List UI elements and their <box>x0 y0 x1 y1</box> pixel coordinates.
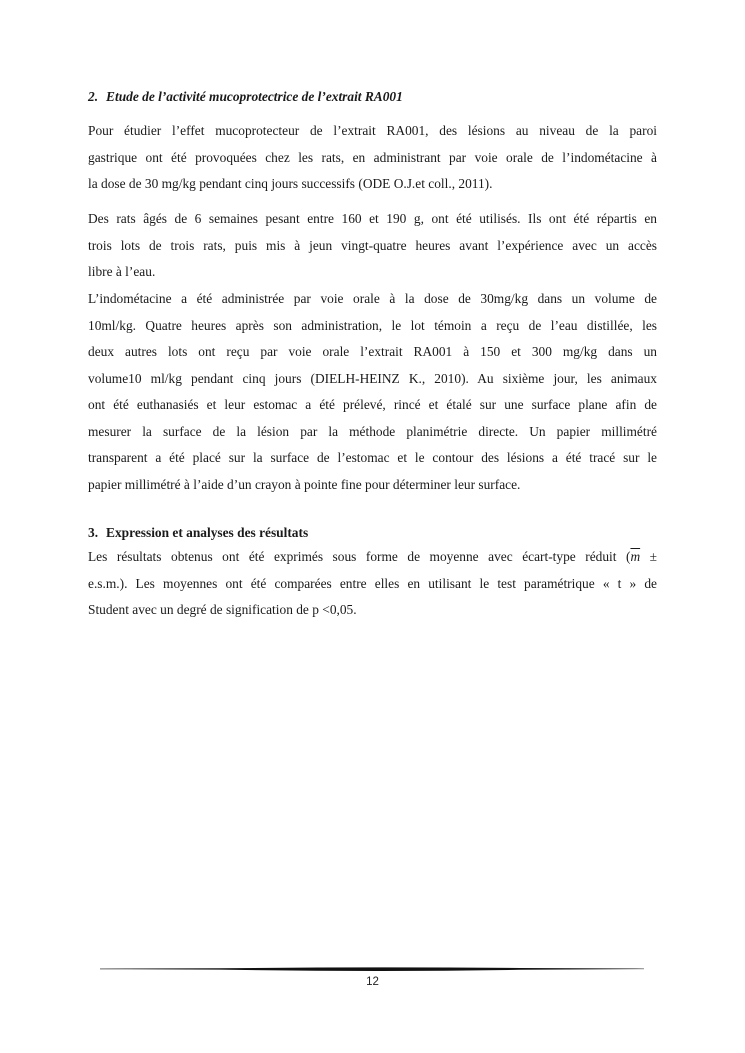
text-line: 10ml/kg. Quatre heures après son administration, le lot témoin a reçu de l’eau distillée, les <box>88 317 657 333</box>
section-2-heading <box>88 88 403 106</box>
paragraph-protocol <box>88 286 657 498</box>
section-3-title: Expression et analyses des résultats <box>106 525 309 540</box>
text-line <box>88 544 657 571</box>
text-line: Des rats âgés de 6 semaines pesant entre 160 et 190 g, ont été utilisés. Ils ont été répartis en <box>88 211 657 226</box>
text-line: deux autres lots ont reçu par voie orale l’extrait RA001 à 150 et 300 mg/kg dans un <box>88 344 657 359</box>
text-line: Student avec un degré de signification de p <0,05. <box>88 602 357 617</box>
text-line: e.s.m.). Les moyennes ont été comparées entre elles en utilisant le test paramétrique « t » de <box>88 575 657 591</box>
text-line: L’indométacine a été administrée par voie orale à la dose de 30mg/kg dans un volume de <box>88 291 657 306</box>
mean-symbol: $\overline{m}$ <box>630 549 641 564</box>
text-line: libre à l’eau. <box>88 264 156 279</box>
text-line: Pour étudier l’effet mucoprotecteur de l’extrait RA001, des lésions au niveau de la paroi <box>88 123 657 138</box>
text-line: transparent a été placé sur la surface de l’estomac et le contour des lésions a été tracé sur le <box>88 450 657 465</box>
section-2-number: 2. <box>88 89 99 104</box>
footer-rule <box>100 966 644 972</box>
text-line: ont été euthanasiés et leur estomac a été prélevé, rincé et étalé sur une surface plane afin de <box>88 397 657 412</box>
text-line: volume10 ml/kg pendant cinq jours (DIELH-HEINZ K., 2010). Au sixième jour, les animaux <box>88 370 657 386</box>
paragraph-statistics <box>88 544 657 624</box>
page-number: 12 <box>366 976 379 988</box>
paragraph-animals <box>88 206 657 286</box>
text-fragment: ± <box>640 549 657 564</box>
section-2-title: Etude de l’activité mucoprotectrice de l’extrait RA001 <box>106 89 403 104</box>
text-line: papier millimétré à l’aide d’un crayon à pointe fine pour déterminer leur surface. <box>88 476 521 492</box>
text-line: gastrique ont été provoquées chez les rats, en administrant par voie orale de l’indométacine à <box>88 149 657 165</box>
section-3-heading <box>88 524 308 542</box>
text-fragment: Les résultats obtenus ont été exprimés sous forme de moyenne avec écart-type réduit ( <box>88 549 631 564</box>
text-line: trois lots de trois rats, puis mis à jeun vingt-quatre heures avant l’expérience avec un accès <box>88 237 657 253</box>
text-line: mesurer la surface de la lésion par la méthode planimétrie directe. Un papier millimétré <box>88 423 657 439</box>
section-3-number: 3. <box>88 525 99 540</box>
text-line: la dose de 30 mg/kg pendant cinq jours successifs (ODE O.J.et coll., 2011). <box>88 176 493 191</box>
paragraph-induction-method <box>88 118 657 198</box>
